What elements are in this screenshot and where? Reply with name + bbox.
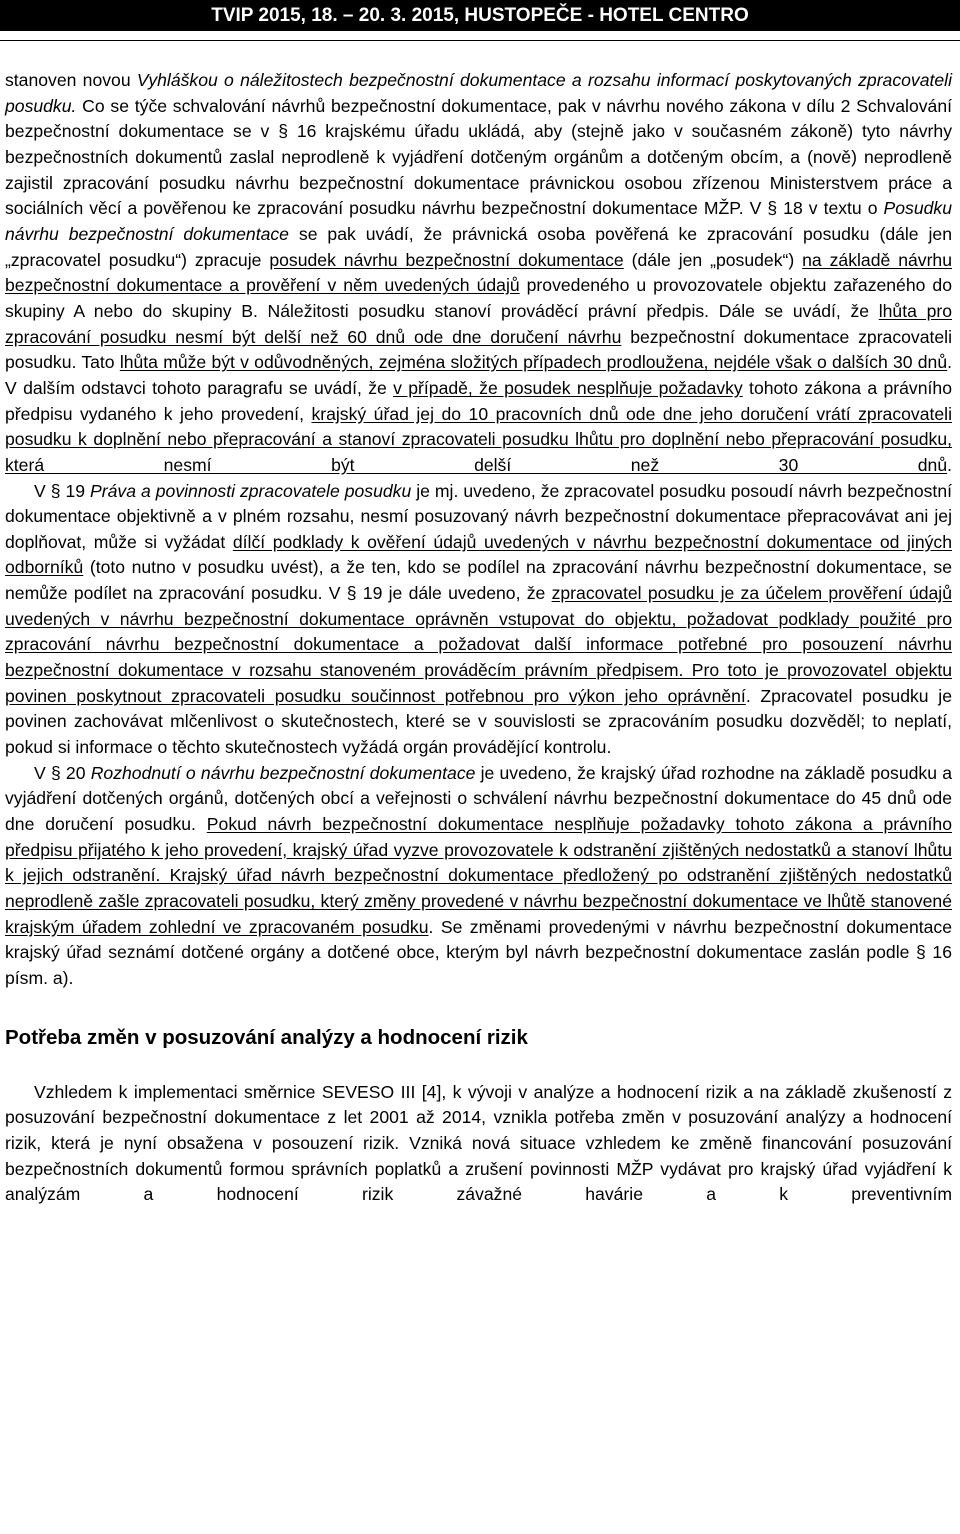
paragraph-4: Vzhledem k implementaci směrnice SEVESO III [4], k vývoji v analýze a hodnocení rizik a na základě zkušeností z posuzování bezpečnostní dokumentace z let 2001 až 2014, vznikla potřeba změn v posuzování analýzy a hodnocení rizik, která je nyní obsažena v posouzení rizik. Vzniká nová situace vzhledem ke změně financování posuzování bezpečnostních dokumentů formou správních poplatků a zrušení povinnosti MŽP vydávat pro krajský úřad vyjádření k analýzám a hodnocení rizik závažné havárie a k preventivním [5,1081,952,1205]
text-run-italic: Vyhláškou o náležitostech bezpečnostní dokumentace a rozsahu informací poskytovaných zpracovateli posudku. [5,70,952,116]
text-run: . Zpracovatel posudku je povinen zachovávat mlčenlivost o skutečnostech, které se v souvislosti se zpracováním posudku dozvěděl; to neplatí, pokud si informace o těchto skutečnostech vyžádá orgán provádějící kontrolu. [5,685,952,758]
text-run-italic: Práva a povinnosti zpracovatele posudku [90,480,412,501]
text-run-underlined: lhůta může být v odůvodněných, zejména složitých případech prodloužena, nejdéle však o dalších 30 dnů [119,352,948,373]
text-run-underlined: zpracovatel posudku je za účelem prověření údajů uvedených v návrhu bezpečnostní dokumentace oprávněn vstupovat do objektu, požadovat podklady použité pro zpracování návrhu bezpečnostní dokumentace a požadovat další informace potřebné pro posouzení návrhu bezpečnostní dokumentace v rozsahu stanoveném prováděcím právním předpisem. Pro toto je provozovatel objektu povinen poskytnout zpracovateli posudku součinnost potřebnou pro výkon jeho oprávnění [5,583,953,706]
text-run: tohoto zákona a právního předpisu vydaného k jeho provedení, [5,377,952,424]
paragraph-3 [5,761,952,992]
text-run-underlined: dílčí podklady k ověření údajů uvedených v návrhu bezpečnostní dokumentace od jiných odborníků [5,531,952,578]
text-run: je uvedeno, že krajský úřad rozhodne na základě posudku a vyjádření dotčených orgánů, dotčených obcí a veřejnosti o schválení návrhu bezpečnostní dokumentace do 45 dnů ode dne doručení posudku. [5,762,952,835]
text-run-underlined: lhůta pro zpracování posudku nesmí být delší než 60 dnů ode dne doručení návrhu [5,300,952,347]
spacer [5,1052,952,1080]
text-run-underlined: v případě, že posudek nesplňuje požadavky [393,377,743,398]
text-run: Co se týče schvalování návrhů bezpečnostní dokumentace, pak v návrhu nového zákona v dílu 2 Schvalování bezpečnostní dokumentace se v § 16 krajskému úřadu ukládá, aby (stejně jako v současném zákoně) tyto návrhy bezpečnostních dokumentů zaslal neprodleně k vyjádření dotčeným orgánům a dotčeným obcím, a (nově) neprodleně zajistil zpracování posudku návrhu bezpečnostní dokumentace právnickou osobou zřízenou Ministerstvem práce a sociálních věcí a pověřenou ke zpracování posudku návrhu bezpečnostní dokumentace MŽP. V § 18 v textu o [5,95,952,219]
text-run: . V dalším odstavci tohoto paragrafu se uvádí, že [5,352,952,398]
section-heading: Potřeba změn v posuzování analýzy a hodnocení rizik [5,1025,528,1049]
text-run-underlined: krajský úřad jej do 10 pracovních dnů ode dne jeho doručení vrátí zpracovateli posudku k doplnění nebo přepracování a stanoví zpracovateli posudku lhůtu pro doplnění nebo přepracování posudku, která nesmí být delší než 30 dnů [5,403,952,475]
text-run-italic: Posudku návrhu bezpečnostní dokumentace [5,198,952,244]
text-run: bezpečnostní dokumentace zpracovateli posudku. Tato [5,326,952,373]
text-run: je mj. uvedeno, že zpracovatel posudku posoudí návrh bezpečnostní dokumentace objektivně a v plném rozsahu, nesmí posuzovaný návrh bezpečnostní dokumentace přepracovávat ani jej doplňovat, může si vyžádat [5,480,952,552]
text-run: (dále jen „posudek“) [623,249,803,270]
text-run: . [947,454,952,475]
spacer [5,992,952,1024]
text-run-italic: Rozhodnutí o návrhu bezpečnostní dokumentace [90,762,476,783]
text-run: V § 19 [34,480,91,501]
text-run: (toto nutno v posudku uvést), a že ten, kdo se podílel na zpracování návrhu bezpečnostní dokumentace, se nemůže podílet na zpracování posudku. V § 19 je dále uvedeno, že [5,557,952,604]
text-run: se pak uvádí, že právnická osoba pověřená ke zpracování posudku (dále jen „zpracovatel posudku“) zpracuje [5,223,952,270]
text-run: . Se změnami provedenými v návrhu bezpečnostní dokumentace krajský úřad seznámí dotčené orgány a dotčené obce, kterým byl návrh bezpečnostní dokumentace zaslán podle § 16 písm. a). [5,916,952,988]
text-run-underlined: Pokud návrh bezpečnostní dokumentace nesplňuje požadavky tohoto zákona a právního předpisu přijatého k jeho provedení, krajský úřad vyzve provozovatele k odstranění zjištěných nedostatků a stanoví lhůtu k jejich odstranění. Krajský úřad návrh bezpečnostní dokumentace předložený po odstranění zjištěných nedostatků neprodleně zašle zpracovateli posudku, který změny provedené v návrhu bezpečnostní dokumentace ve lhůtě stanovené krajským úřadem zohlední ve zpracovaném posudku [5,814,952,937]
paragraph-2 [5,479,952,761]
document-body [5,68,952,1208]
header-text: TVIP 2015, 18. – 20. 3. 2015, HUSTOPEČE - HOTEL CENTRO [211,5,749,26]
text-run-underlined: na základě návrhu bezpečnostní dokumentace a prověření v něm uvedených údajů [5,249,952,296]
text-run-underlined: posudek návrhu bezpečnostní dokumentace [269,249,624,270]
text-run: V § 20 [34,762,91,783]
paragraph-1 [5,68,952,479]
header-rule [0,40,960,41]
text-run: stanoven novou [5,70,137,90]
text-run: provedeného u provozovatele objektu zařazeného do skupiny A nebo do skupiny B. Náležitosti posudku stanoví prováděcí právní předpis. Dále se uvádí, že [5,275,952,321]
page-header [0,0,960,31]
